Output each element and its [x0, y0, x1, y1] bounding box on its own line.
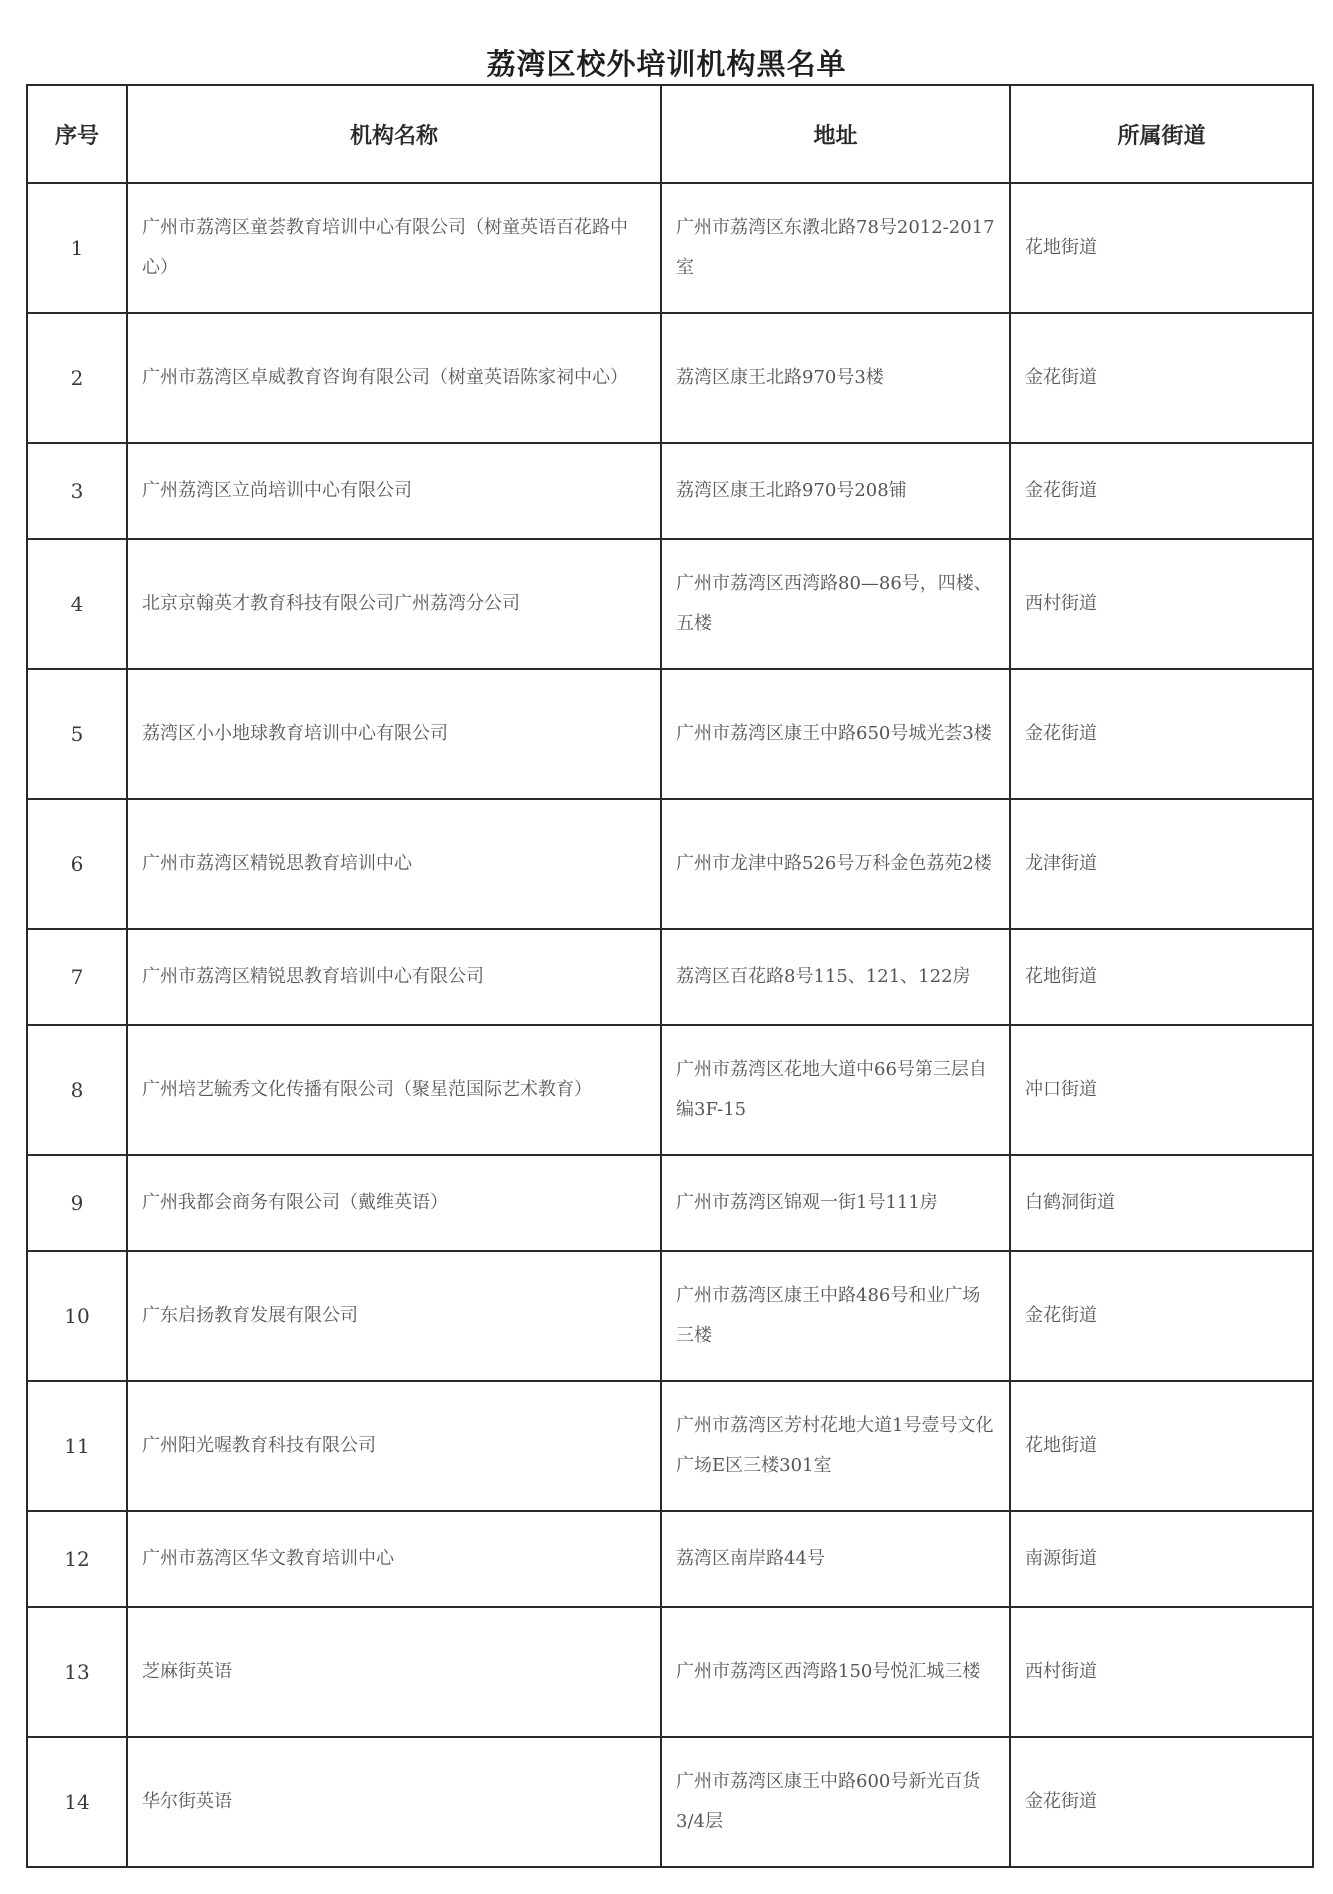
row-address: 荔湾区康王北路970号208铺 — [661, 443, 1010, 539]
table-row — [27, 1381, 1313, 1511]
row-street: 西村街道 — [1010, 1607, 1313, 1737]
row-address: 广州市荔湾区康王中路600号新光百货3/4层 — [661, 1737, 1010, 1867]
table-header-row — [27, 85, 1313, 183]
row-address: 广州市荔湾区西湾路80—86号，四楼、五楼 — [661, 539, 1010, 669]
row-street: 南源街道 — [1010, 1511, 1313, 1607]
table-row — [27, 183, 1313, 313]
row-address: 荔湾区南岸路44号 — [661, 1511, 1010, 1607]
row-no: 3 — [27, 443, 127, 539]
table-row — [27, 1737, 1313, 1867]
row-address: 广州市荔湾区康王中路650号城光荟3楼 — [661, 669, 1010, 799]
row-no: 4 — [27, 539, 127, 669]
row-name: 广州荔湾区立尚培训中心有限公司 — [127, 443, 661, 539]
row-no: 11 — [27, 1381, 127, 1511]
row-address: 广州市荔湾区东漖北路78号2012-2017室 — [661, 183, 1010, 313]
row-name: 广州市荔湾区华文教育培训中心 — [127, 1511, 661, 1607]
row-street: 金花街道 — [1010, 1251, 1313, 1381]
row-street: 白鹤洞街道 — [1010, 1155, 1313, 1251]
row-address: 广州市荔湾区锦观一街1号111房 — [661, 1155, 1010, 1251]
table-row — [27, 539, 1313, 669]
row-no: 2 — [27, 313, 127, 443]
row-name: 荔湾区小小地球教育培训中心有限公司 — [127, 669, 661, 799]
row-name: 广州培艺毓秀文化传播有限公司（聚星范国际艺术教育） — [127, 1025, 661, 1155]
row-address: 广州市龙津中路526号万科金色荔苑2楼 — [661, 799, 1010, 929]
table-row — [27, 1155, 1313, 1251]
table-row — [27, 799, 1313, 929]
row-street: 金花街道 — [1010, 669, 1313, 799]
header-no: 序号 — [27, 85, 127, 183]
row-name: 广州我都会商务有限公司（戴维英语） — [127, 1155, 661, 1251]
row-street: 冲口街道 — [1010, 1025, 1313, 1155]
row-no: 5 — [27, 669, 127, 799]
header-address: 地址 — [661, 85, 1010, 183]
row-name: 广东启扬教育发展有限公司 — [127, 1251, 661, 1381]
row-name: 广州市荔湾区精锐思教育培训中心有限公司 — [127, 929, 661, 1025]
header-street: 所属街道 — [1010, 85, 1313, 183]
row-no: 13 — [27, 1607, 127, 1737]
row-no: 14 — [27, 1737, 127, 1867]
row-name: 芝麻街英语 — [127, 1607, 661, 1737]
table-row — [27, 669, 1313, 799]
row-no: 7 — [27, 929, 127, 1025]
row-name: 北京京翰英才教育科技有限公司广州荔湾分公司 — [127, 539, 661, 669]
row-no: 12 — [27, 1511, 127, 1607]
row-no: 6 — [27, 799, 127, 929]
table-row — [27, 313, 1313, 443]
row-no: 10 — [27, 1251, 127, 1381]
row-street: 金花街道 — [1010, 1737, 1313, 1867]
row-no: 8 — [27, 1025, 127, 1155]
row-name: 广州市荔湾区精锐思教育培训中心 — [127, 799, 661, 929]
page-title: 荔湾区校外培训机构黑名单 — [486, 47, 847, 81]
row-street: 金花街道 — [1010, 443, 1313, 539]
row-name: 广州市荔湾区童荟教育培训中心有限公司（树童英语百花路中心） — [127, 183, 661, 313]
header-name: 机构名称 — [127, 85, 661, 183]
table-row — [27, 1511, 1313, 1607]
row-street: 金花街道 — [1010, 313, 1313, 443]
table-row — [27, 1251, 1313, 1381]
row-name: 华尔街英语 — [127, 1737, 661, 1867]
table-row — [27, 1607, 1313, 1737]
blacklist-table — [26, 84, 1314, 1868]
row-name: 广州阳光喔教育科技有限公司 — [127, 1381, 661, 1511]
row-street: 花地街道 — [1010, 1381, 1313, 1511]
row-address: 广州市荔湾区康王中路486号和业广场三楼 — [661, 1251, 1010, 1381]
row-address: 广州市荔湾区西湾路150号悦汇城三楼 — [661, 1607, 1010, 1737]
table-row — [27, 929, 1313, 1025]
table-row — [27, 1025, 1313, 1155]
row-no: 1 — [27, 183, 127, 313]
row-address: 荔湾区百花路8号115、121、122房 — [661, 929, 1010, 1025]
table-row — [27, 443, 1313, 539]
row-name: 广州市荔湾区卓威教育咨询有限公司（树童英语陈家祠中心） — [127, 313, 661, 443]
row-no: 9 — [27, 1155, 127, 1251]
row-street: 龙津街道 — [1010, 799, 1313, 929]
row-street: 西村街道 — [1010, 539, 1313, 669]
row-address: 广州市荔湾区花地大道中66号第三层自编3F-15 — [661, 1025, 1010, 1155]
row-address: 广州市荔湾区芳村花地大道1号壹号文化广场E区三楼301室 — [661, 1381, 1010, 1511]
row-street: 花地街道 — [1010, 183, 1313, 313]
row-address: 荔湾区康王北路970号3楼 — [661, 313, 1010, 443]
row-street: 花地街道 — [1010, 929, 1313, 1025]
